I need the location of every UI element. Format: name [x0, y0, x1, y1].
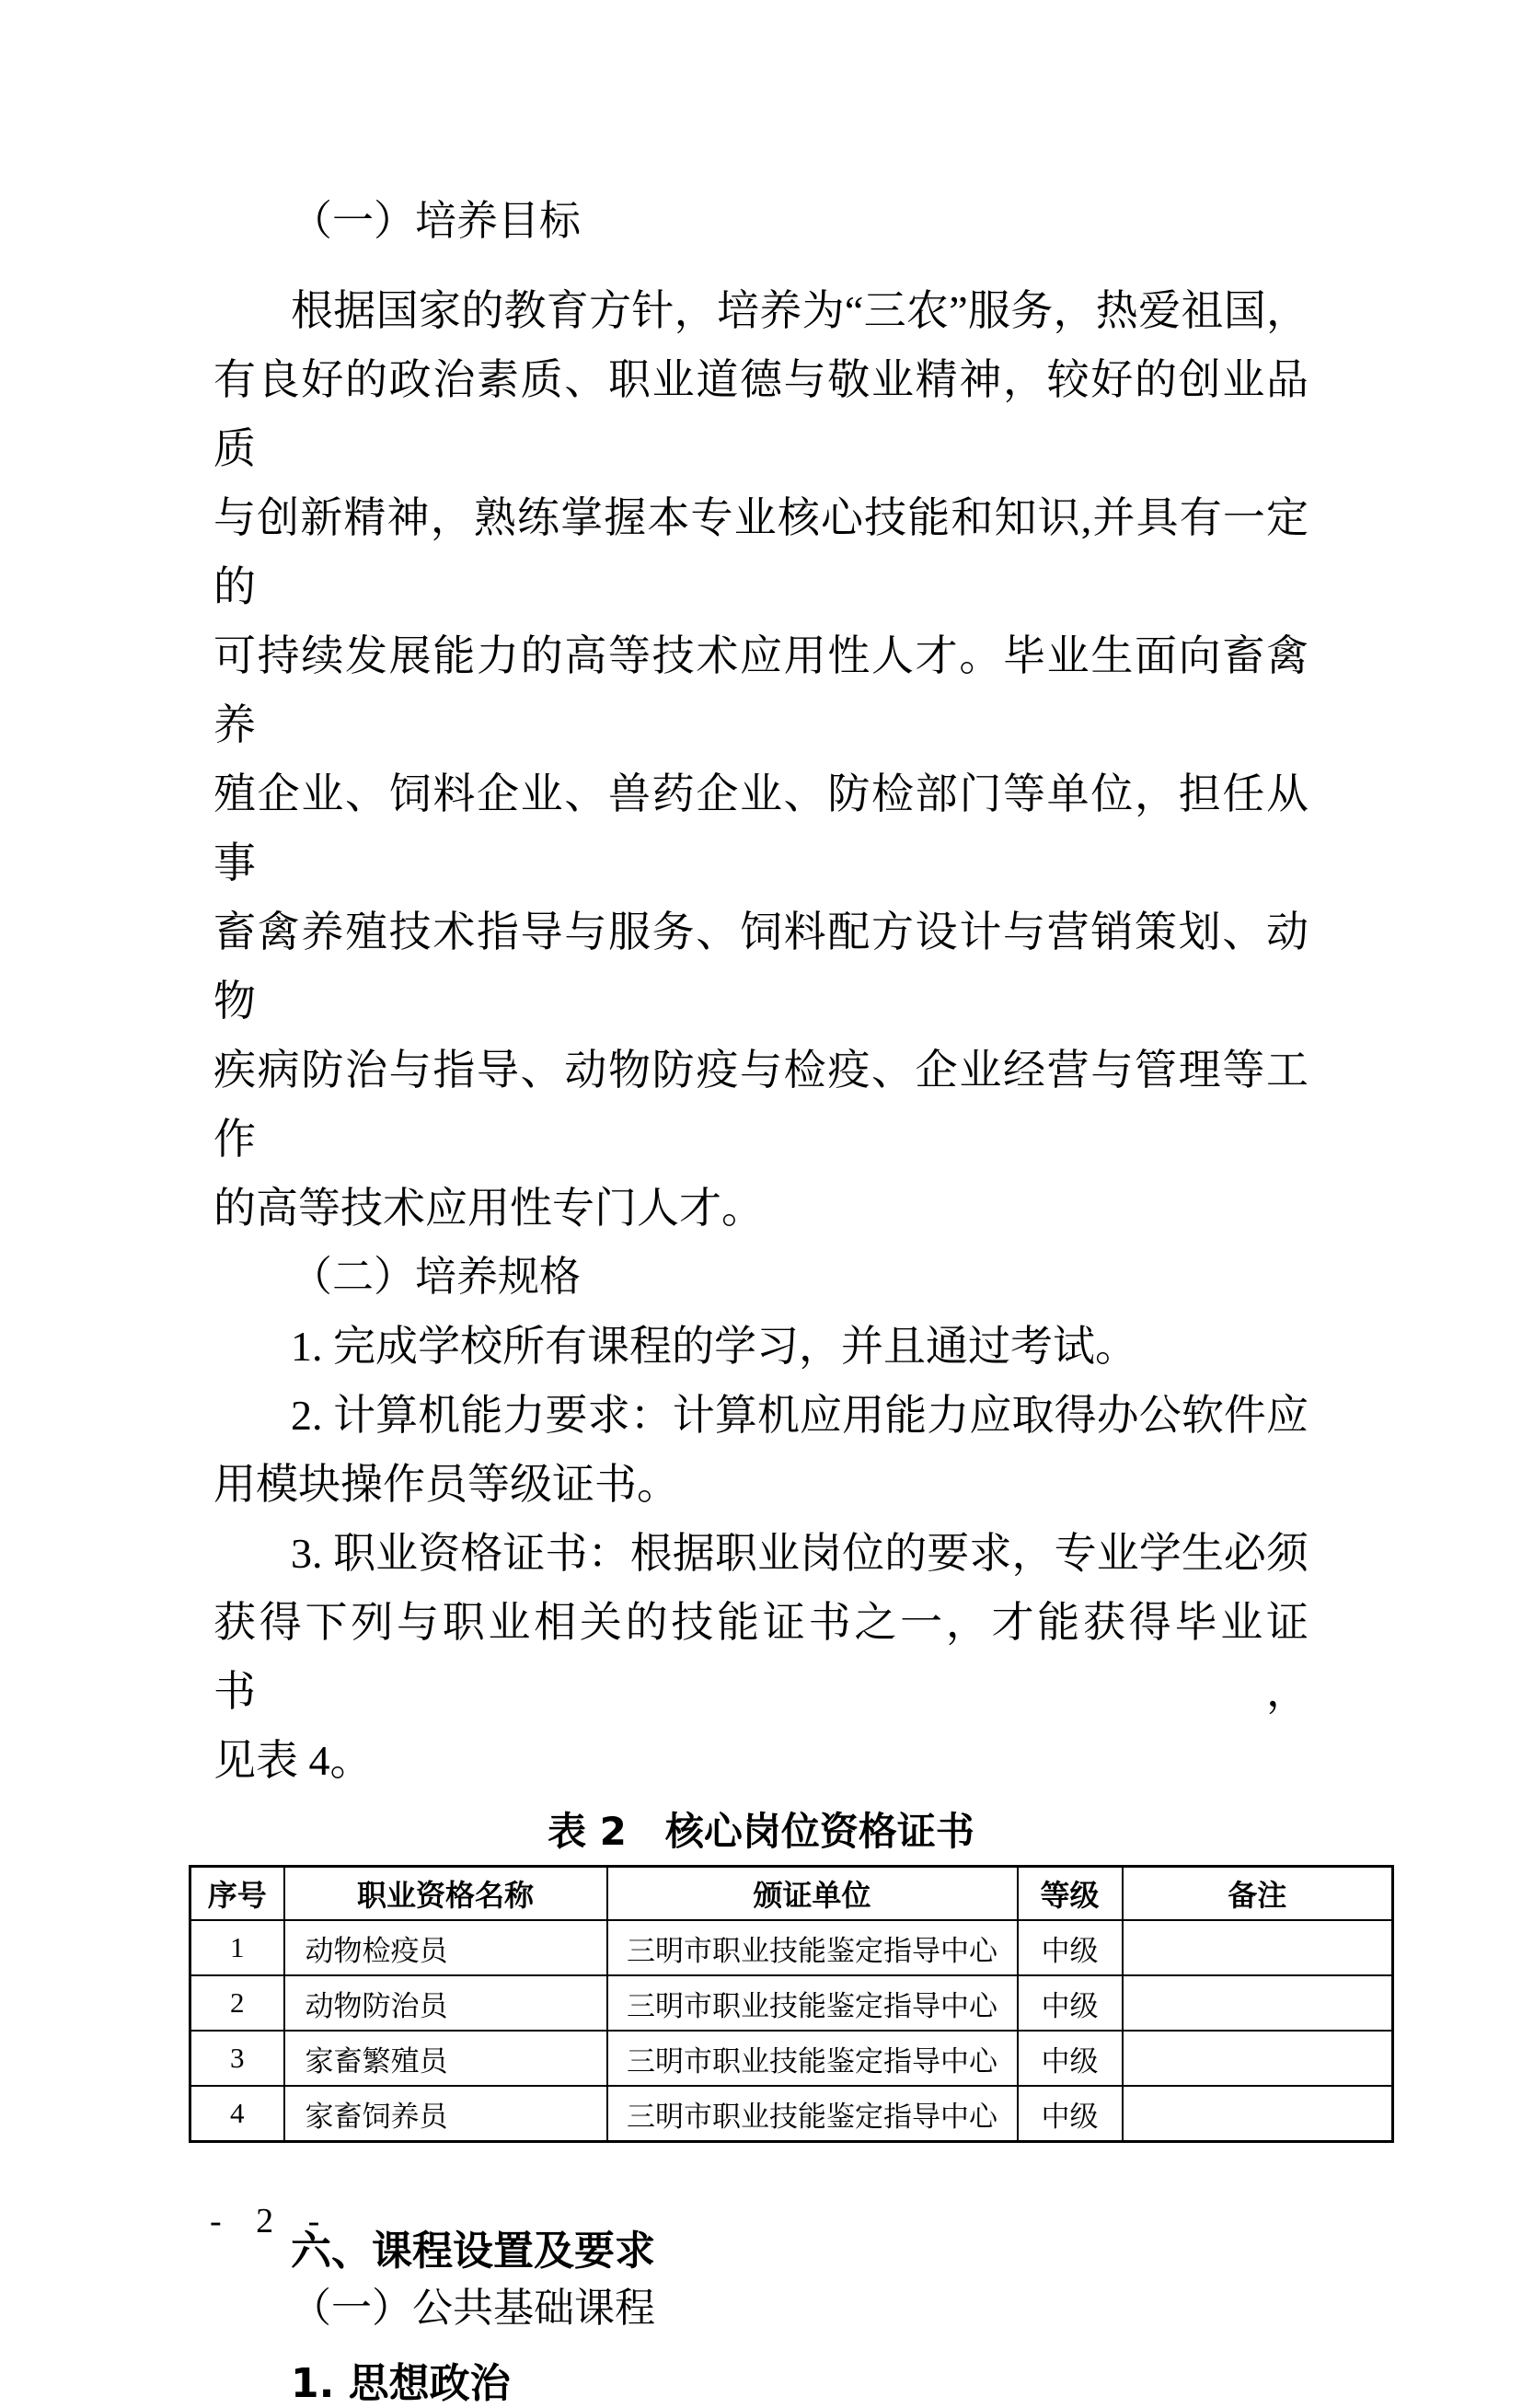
table-row	[190, 1975, 1393, 2031]
text-line: 1. 完成学校所有课程的学习，并且通过考试。	[291, 1323, 1137, 1370]
table-cell: 1	[190, 1920, 284, 1975]
certificate-table-body	[190, 1920, 1393, 2142]
text-line: 与创新精神，熟练掌握本专业核心技能和知识,并具有一定的	[213, 494, 1309, 610]
table-cell: 三明市职业技能鉴定指导中心	[607, 2086, 1018, 2142]
table-cell: 三明市职业技能鉴定指导中心	[607, 2031, 1018, 2086]
heading-course-setup-requirements: 六、课程设置及要求	[291, 2228, 655, 2275]
table-cell: 动物检疫员	[284, 1920, 607, 1975]
heading-training-specifications: （二）培养规格	[291, 1254, 582, 1300]
certificate-table-head	[190, 1867, 1393, 1921]
paragraph-spec-item-2	[213, 1381, 1309, 1519]
table-cell: 2	[190, 1975, 284, 2031]
heading-ideology-politics: 1. 思想政治	[291, 2360, 511, 2407]
table-header-row	[190, 1867, 1393, 1921]
document-page	[0, 196, 1522, 2407]
paragraph-spec-item-3	[213, 1519, 1309, 1795]
text-line: 见表 4。	[213, 1737, 373, 1784]
col-header-index: 序号	[190, 1867, 284, 1921]
table-cell: 中级	[1018, 1975, 1123, 2031]
table-cell	[1123, 2031, 1393, 2086]
table-cell: 家畜饲养员	[284, 2086, 607, 2142]
text-line: 的高等技术应用性专门人才。	[213, 1185, 764, 1232]
table-caption: 表 2 核心岗位资格证书	[548, 1809, 974, 1854]
text-line: 可持续发展能力的高等技术应用性人才。毕业生面向畜禽养	[213, 632, 1309, 748]
table-cell: 中级	[1018, 2086, 1123, 2142]
table-cell: 3	[190, 2031, 284, 2086]
table-cell: 动物防治员	[284, 1975, 607, 2031]
col-header-remarks: 备注	[1123, 1867, 1393, 1921]
table-cell: 中级	[1018, 2031, 1123, 2086]
table-cell: 三明市职业技能鉴定指导中心	[607, 1920, 1018, 1975]
table-cell	[1123, 2086, 1393, 2142]
table-row	[190, 2086, 1393, 2142]
text-line: 用模块操作员等级证书。	[213, 1461, 679, 1508]
table-cell	[1123, 1920, 1393, 1975]
paragraph-training-objectives	[213, 276, 1309, 1243]
table-cell: 中级	[1018, 1920, 1123, 1975]
col-header-issuing-unit: 颁证单位	[607, 1867, 1018, 1921]
table-cell: 三明市职业技能鉴定指导中心	[607, 1975, 1018, 2031]
table-row	[190, 1920, 1393, 1975]
table-cell: 4	[190, 2086, 284, 2142]
col-header-qualification-name: 职业资格名称	[284, 1867, 607, 1921]
col-header-level: 等级	[1018, 1867, 1123, 1921]
page-content	[0, 196, 1522, 2408]
page-number: - 2 -	[210, 2202, 333, 2240]
text-line: 3. 职业资格证书：根据职业岗位的要求，专业学生必须	[291, 1530, 1309, 1577]
text-line: 有良好的政治素质、职业道德与敬业精神，较好的创业品质	[213, 356, 1309, 472]
paragraph-spec-item-1	[213, 1312, 1309, 1381]
text-line: 根据国家的教育方针，培养为“三农”服务，热爱祖国，	[291, 287, 1309, 334]
text-line: 殖企业、饲料企业、兽药企业、防检部门等单位，担任从事	[213, 770, 1309, 886]
table-cell: 家畜繁殖员	[284, 2031, 607, 2086]
heading-training-objectives: （一）培养目标	[291, 198, 582, 244]
table-row	[190, 2031, 1393, 2086]
table-cell	[1123, 1975, 1393, 2031]
text-line: 畜禽养殖技术指导与服务、饲料配方设计与营销策划、动物	[213, 909, 1309, 1025]
certificate-table	[189, 1865, 1394, 2143]
heading-public-basic-courses: （一）公共基础课程	[291, 2286, 655, 2331]
text-line: 2. 计算机能力要求：计算机应用能力应取得办公软件应	[291, 1392, 1309, 1439]
text-line: 获得下列与职业相关的技能证书之一，才能获得毕业证书，	[213, 1599, 1309, 1715]
text-line: 疾病防治与指导、动物防疫与检疫、企业经营与管理等工作	[213, 1047, 1309, 1163]
